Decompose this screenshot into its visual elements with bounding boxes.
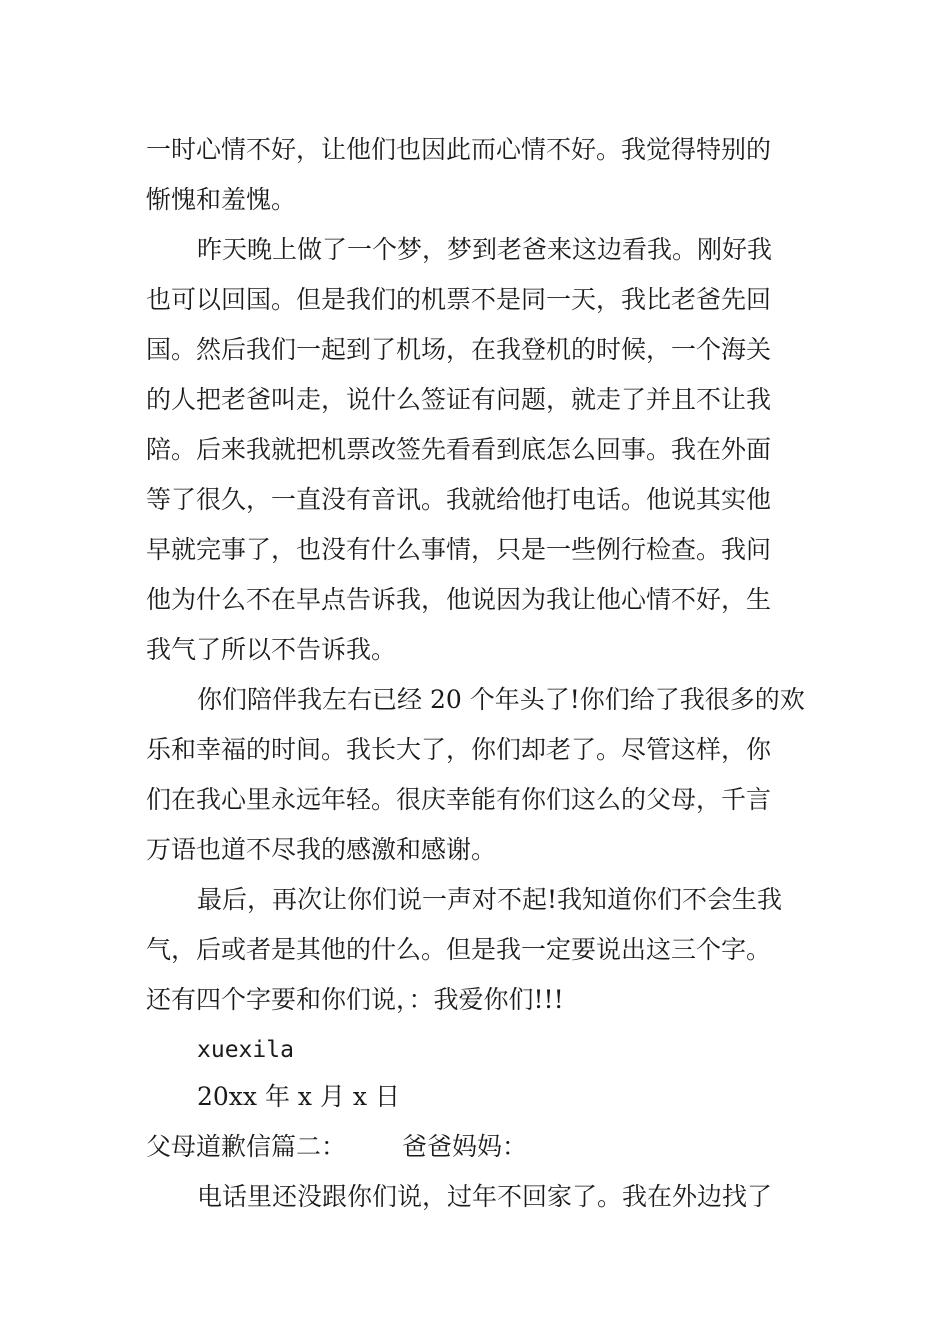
paragraph-line: 惭愧和羞愧。	[146, 185, 297, 214]
paragraph-line: 昨天晚上做了一个梦，梦到老爸来这边看我。刚好我	[197, 235, 773, 264]
signature-date: 20xx 年 x 月 x 日	[197, 1082, 400, 1111]
section-salutation: 爸爸妈妈：	[402, 1132, 528, 1161]
paragraph-line: 还有四个字要和你们说，：我爱你们!!!	[146, 985, 564, 1014]
paragraph-line: 我气了所以不告诉我。	[146, 635, 397, 664]
paragraph-line: 国。然后我们一起到了机场，在我登机的时候，一个海关	[146, 335, 772, 364]
paragraph-line: 最后，再次让你们说一声对不起!我知道你们不会生我	[197, 885, 783, 914]
paragraph-line: 万语也道不尽我的感激和感谢。	[146, 835, 497, 864]
signature-name: xuexila	[197, 1037, 294, 1063]
paragraph-line: 等了很久，一直没有音讯。我就给他打电话。他说其实他	[146, 485, 772, 514]
section-heading	[146, 1131, 816, 1163]
section-title: 父母道歉信篇二：	[146, 1132, 347, 1161]
paragraph-line: 们在我心里永远年轻。很庆幸能有你们这么的父母，千言	[146, 785, 772, 814]
paragraph-line: 一时心情不好，让他们也因此而心情不好。我觉得特别的	[146, 135, 772, 164]
paragraph-line: 他为什么不在早点告诉我，他说因为我让他心情不好，生	[146, 585, 772, 614]
paragraph-line: 早就完事了，也没有什么事情，只是一些例行检查。我问	[146, 535, 772, 564]
paragraph-line: 电话里还没跟你们说，过年不回家了。我在外边找了	[197, 1182, 773, 1211]
paragraph-line: 乐和幸福的时间。我长大了，你们却老了。尽管这样，你	[146, 735, 772, 764]
paragraph-line: 也可以回国。但是我们的机票不是同一天，我比老爸先回	[146, 285, 772, 314]
paragraph-line: 气，后或者是其他的什么。但是我一定要说出这三个字。	[146, 935, 772, 964]
paragraph-line: 的人把老爸叫走，说什么签证有问题，就走了并且不让我	[146, 385, 772, 414]
paragraph-line: 陪。后来我就把机票改签先看看到底怎么回事。我在外面	[146, 435, 772, 464]
paragraph-line: 你们陪伴我左右已经 20 个年头了!你们给了我很多的欢	[197, 685, 805, 714]
